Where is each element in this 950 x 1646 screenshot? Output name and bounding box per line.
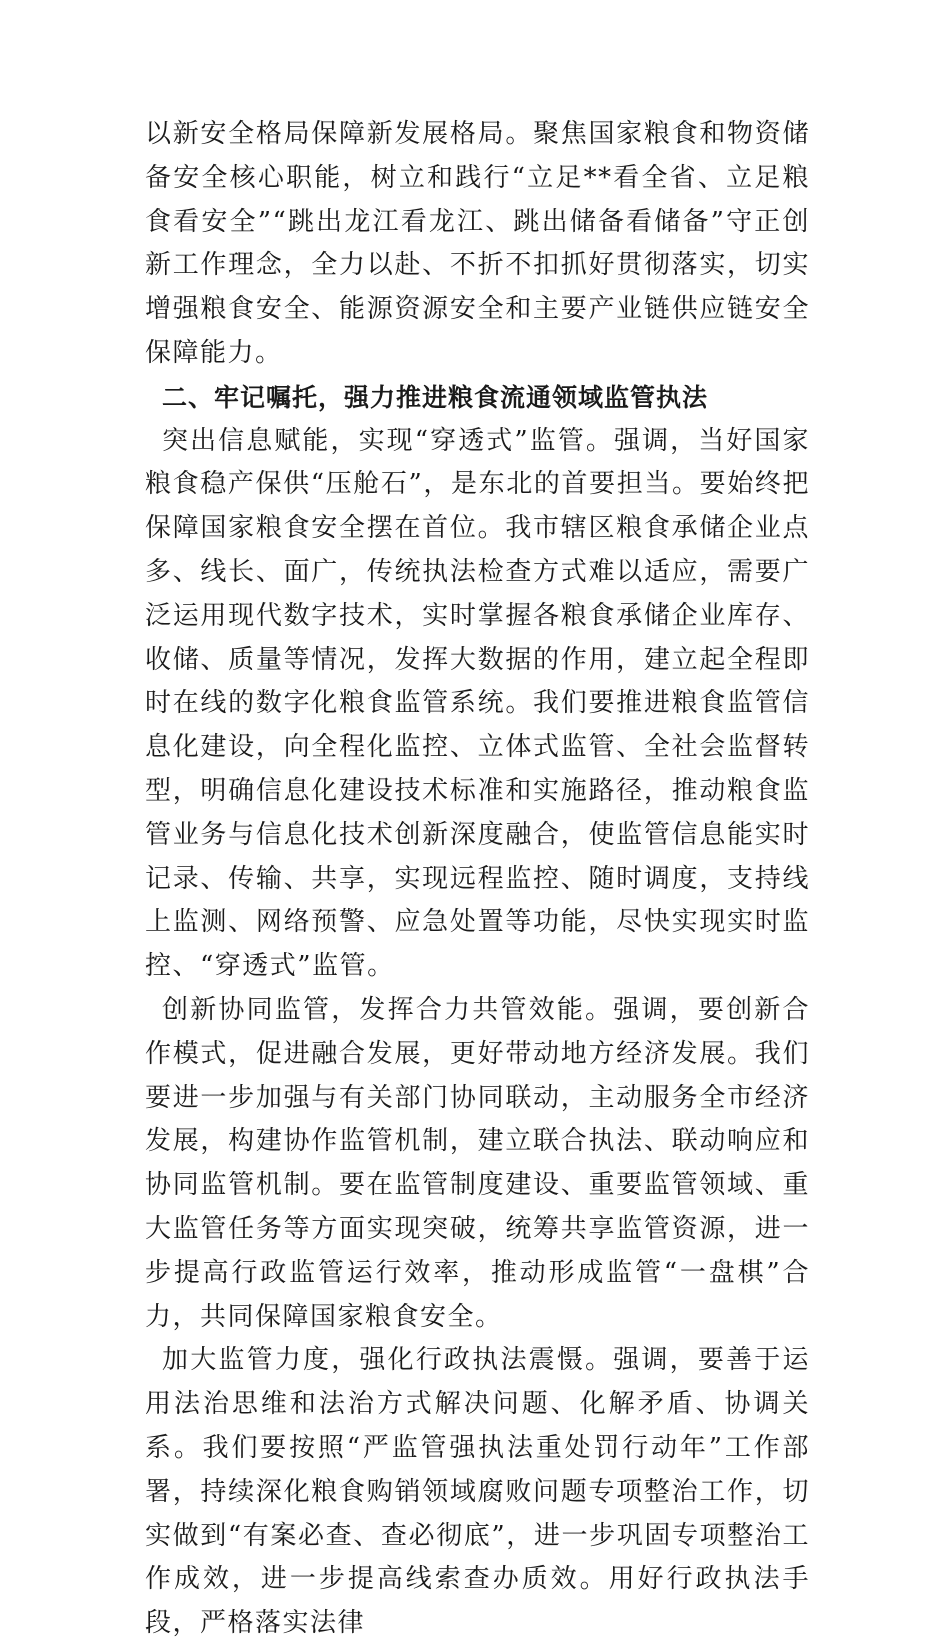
document-body [145,113,810,1646]
paragraph-law-enforcement: 加大监管力度，强化行政执法震慑。强调，要善于运用法治思维和法治方式解决问题、化解矛盾、协调关系。我们要按照“严监管强执法重处罚行动年”工作部署，持续深化粮食购销领域腐败问题专项整治工作，切实做到“有案必查、查必彻底”，进一步巩固专项整治工作成效，进一步提高线索查办质效。用好行政执法手段，严格落实法律 [145,1345,810,1639]
paragraph-intro: 以新安全格局保障新发展格局。聚焦国家粮食和物资储备安全核心职能，树立和践行“立足**看全省、立足粮食看安全”“跳出龙江看龙江、跳出储备看储备”守正创新工作理念，全力以赴、不折不扣抓好贯彻落实，切实增强粮食安全、能源资源安全和主要产业链供应链安全保障能力。 [145,119,810,368]
paragraph-information-empowerment: 突出信息赋能，实现“穿透式”监管。强调，当好国家粮食稳产保供“压舱石”，是东北的首要担当。要始终把保障国家粮食安全摆在首位。我市辖区粮食承储企业点多、线长、面广，传统执法检查方式难以适应，需要广泛运用现代数字技术，实时掌握各粮食承储企业库存、收储、质量等情况，发挥大数据的作用，建立起全程即时在线的数字化粮食监管系统。我们要推进粮食监管信息化建设，向全程化监控、立体式监管、全社会监督转型，明确信息化建设技术标准和实施路径，推动粮食监管业务与信息化技术创新深度融合，使监管信息能实时记录、传输、共享，实现远程监控、随时调度，支持线上监测、网络预警、应急处置等功能，尽快实现实时监控、“穿透式”监管。 [145,425,810,982]
section-heading: 二、牢记嘱托，强力推进粮食流通领域监管执法 [162,382,709,412]
paragraph-collaborative-supervision: 创新协同监管，发挥合力共管效能。强调，要创新合作模式，促进融合发展，更好带动地方经济发展。我们要进一步加强与有关部门协同联动，主动服务全市经济发展，构建协作监管机制，建立联合执法、联动响应和协同监管机制。要在监管制度建设、重要监管领域、重大监管任务等方面实现突破，统筹共享监管资源，进一步提高行政监管运行效率，推动形成监管“一盘棋”合力，共同保障国家粮食安全。 [145,994,810,1332]
